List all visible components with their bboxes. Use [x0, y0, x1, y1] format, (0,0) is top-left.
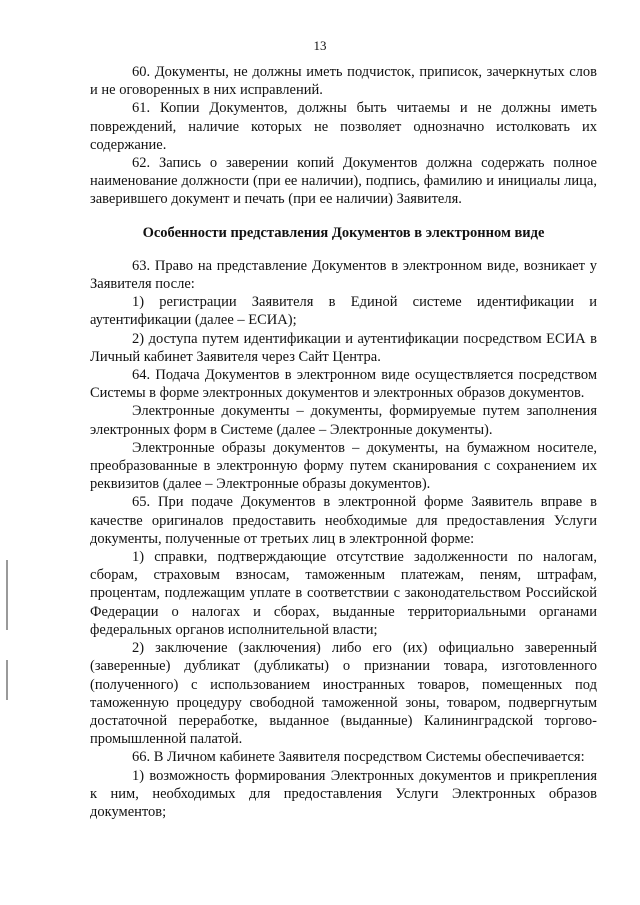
paragraph-63-1: 1) регистрации Заявителя в Единой системе идентификации и аутентификации (далее – ЕСИА); [90, 294, 597, 329]
document-body [90, 63, 597, 821]
paragraph-60: 60. Документы, не должны иметь подчисток, приписок, зачеркнутых слов и не оговоренных в них исправлений. [90, 64, 597, 99]
page-number: 13 [313, 38, 327, 53]
paragraph-66-1: 1) возможность формирования Электронных документов и прикрепления к ним, необходимых для предоставления Услуги Электронных образов документов; [90, 767, 597, 820]
scan-margin-mark [6, 560, 8, 630]
paragraph-66: 66. В Личном кабинете Заявителя посредством Системы обеспечивается: [132, 749, 585, 766]
paragraph-61: 61. Копии Документов, должны быть читаемы и не должны иметь повреждений, наличие которых не позволяет однозначно истолковать их содержание. [90, 100, 597, 153]
paragraph-electronic-images: Электронные образы документов – документы, на бумажном носителе, преобразованные в электронную форму путем сканирования с сохранением их реквизитов (далее – Электронные образы документов). [90, 439, 597, 493]
scan-margin-mark [6, 660, 8, 700]
paragraph-electronic-documents: Электронные документы – документы, формируемые путем заполнения электронных форм в Системе (далее – Электронные документы). [90, 403, 597, 438]
paragraph-64: 64. Подача Документов в электронном виде осуществляется посредством Системы в форме электронных документов и электронных образов документов. [90, 367, 597, 402]
paragraph-62: 62. Запись о заверении копий Документов должна содержать полное наименование должности (при ее наличии), подпись, фамилию и инициалы лица, заверившего документ и печать (при ее наличии) Заявителя. [90, 155, 597, 208]
section-heading: Особенности представления Документов в электронном виде [142, 224, 545, 241]
paragraph-65-2: 2) заключение (заключения) либо его (их) официально заверенный (заверенные) дубликат (дубликаты) о признании товара, изготовленного (полученного) с использованием иностранных товаров, помещенных под таможенную процедуру свободной таможенной зоны, товаром, подвергнутым достаточной переработке, выданное (выданные) Калининградской торгово-промышленной палатой. [90, 640, 597, 748]
paragraph-63-2: 2) доступа путем идентификации и аутентификации посредством ЕСИА в Личный кабинет Заявителя через Сайт Центра. [90, 330, 597, 365]
paragraph-63: 63. Право на представление Документов в электронном виде, возникает у Заявителя после: [90, 257, 597, 293]
paragraph-65: 65. При подаче Документов в электронной форме Заявитель вправе в качестве оригиналов предоставить необходимые для предоставления Услуги документы, полученные от третьих лиц в электронной форме: [90, 494, 597, 547]
paragraph-65-1: 1) справки, подтверждающие отсутствие задолженности по налогам, сборам, страховым взносам, таможенным платежам, пеням, штрафам, процентам, подлежащим уплате в соответствии с законодательством Российской Федерации о налогах и сборах, выданные территориальными органами федеральных органов исполнительной власти; [90, 549, 597, 638]
